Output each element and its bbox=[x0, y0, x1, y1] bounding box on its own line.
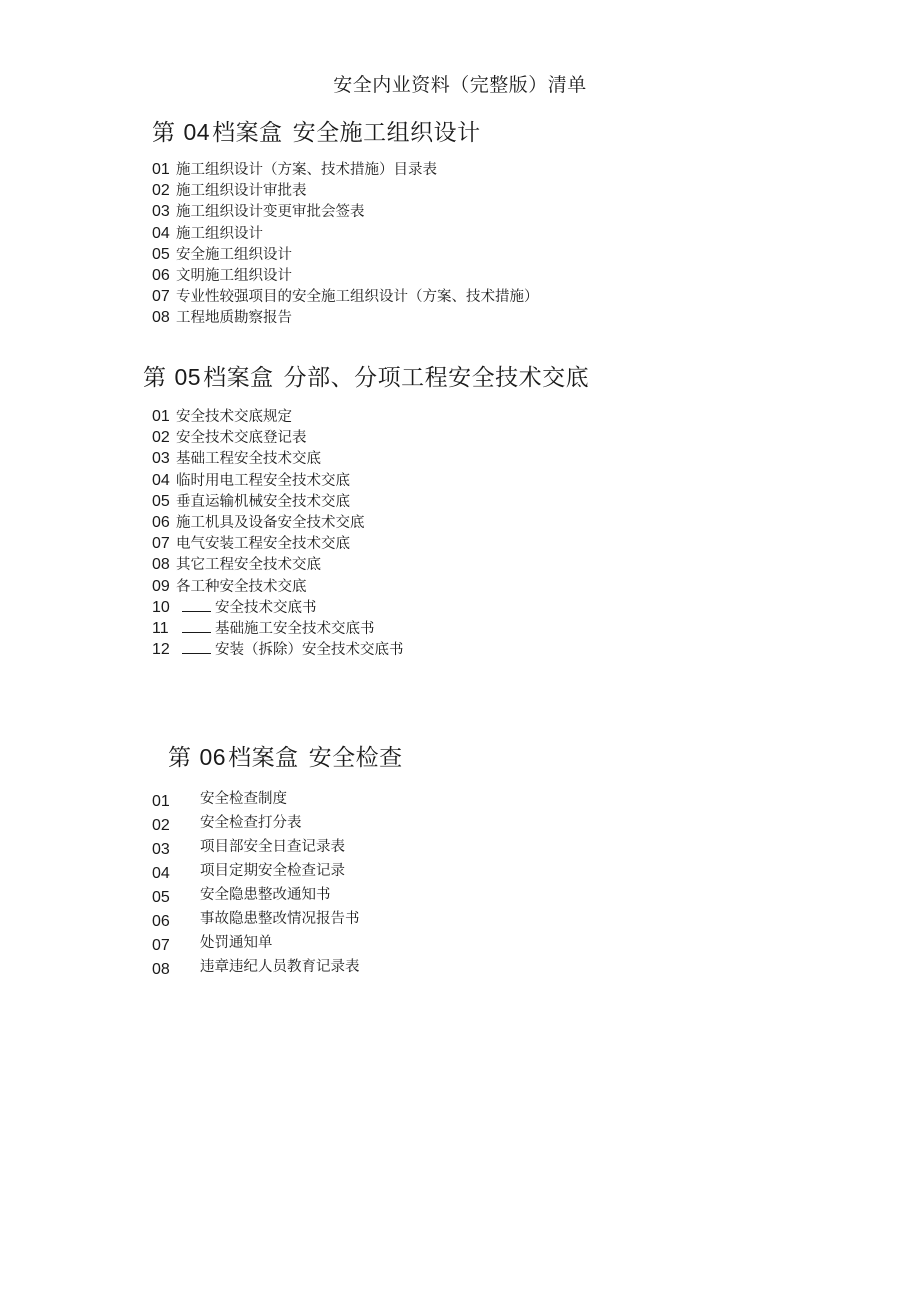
item-code: 06 bbox=[152, 513, 170, 531]
item-text: 各工种安全技术交底 bbox=[176, 578, 307, 595]
item-text: 事故隐患整改情况报告书 bbox=[200, 911, 360, 927]
section-name: 安全检查 bbox=[308, 745, 403, 771]
list-item bbox=[152, 810, 403, 834]
list-item bbox=[152, 834, 403, 858]
section-box-label: 档案盒 bbox=[212, 120, 283, 146]
item-text: 工程地质勘察报告 bbox=[176, 310, 292, 327]
item-code: 09 bbox=[152, 577, 170, 595]
section-number: 05 bbox=[174, 364, 202, 390]
item-code: 05 bbox=[152, 245, 170, 263]
item-code: 11 bbox=[152, 619, 169, 637]
list-item bbox=[152, 597, 589, 618]
list-item bbox=[152, 470, 589, 491]
list-item bbox=[152, 954, 403, 978]
section-name: 安全施工组织设计 bbox=[292, 120, 481, 146]
list-item bbox=[152, 882, 403, 906]
list-item bbox=[152, 618, 589, 639]
item-code: 12 bbox=[152, 641, 170, 659]
list-item bbox=[152, 639, 589, 660]
page-title: 安全内业资料（完整版）清单 bbox=[333, 74, 587, 96]
item-text: 安全隐患整改通知书 bbox=[200, 887, 331, 903]
section-name: 分部、分项工程安全技术交底 bbox=[283, 365, 590, 391]
item-code: 08 bbox=[152, 961, 170, 978]
item-text: 安全技术交底书 bbox=[215, 599, 317, 616]
item-text: 临时用电工程安全技术交底 bbox=[176, 472, 350, 489]
list-item bbox=[152, 512, 589, 533]
item-text: 违章违纪人员教育记录表 bbox=[200, 959, 360, 975]
section-title bbox=[168, 739, 403, 772]
item-code: 04 bbox=[152, 865, 170, 882]
item-text: 文明施工组织设计 bbox=[176, 267, 292, 284]
item-text: 专业性较强项目的安全施工组织设计（方案、技术措施） bbox=[176, 289, 539, 306]
item-code: 03 bbox=[152, 841, 170, 858]
item-code: 03 bbox=[152, 450, 170, 468]
item-text: 安全技术交底登记表 bbox=[176, 430, 307, 447]
item-code: 06 bbox=[152, 913, 170, 930]
section-box-label: 档案盒 bbox=[228, 745, 299, 771]
item-text: 基础工程安全技术交底 bbox=[176, 451, 321, 468]
item-code: 01 bbox=[152, 408, 170, 425]
item-code: 07 bbox=[152, 288, 170, 306]
section-title bbox=[143, 359, 589, 392]
list-item bbox=[152, 223, 539, 244]
item-code: 02 bbox=[152, 429, 170, 447]
item-text: 项目定期安全检查记录 bbox=[200, 863, 345, 879]
item-text: 安装（拆除）安全技术交底书 bbox=[215, 642, 404, 659]
section-archive-box-06 bbox=[152, 739, 403, 978]
list-item bbox=[152, 201, 539, 222]
list-item bbox=[152, 786, 403, 810]
section-title bbox=[152, 114, 539, 147]
list-item bbox=[152, 265, 539, 286]
list-item bbox=[152, 491, 589, 512]
list-item bbox=[152, 427, 589, 448]
item-text: 处罚通知单 bbox=[200, 935, 273, 951]
item-text: 电气安装工程安全技术交底 bbox=[176, 536, 350, 553]
list-item bbox=[152, 180, 539, 201]
list-item bbox=[152, 906, 403, 930]
section-prefix: 第 bbox=[168, 745, 192, 771]
section-archive-box-05 bbox=[143, 359, 589, 660]
section-prefix: 第 bbox=[143, 365, 167, 391]
item-code: 07 bbox=[152, 535, 170, 553]
item-text: 施工组织设计审批表 bbox=[176, 183, 307, 200]
list-item bbox=[152, 576, 589, 597]
section-number: 06 bbox=[199, 744, 227, 770]
item-code: 02 bbox=[152, 182, 170, 200]
list-item bbox=[152, 286, 539, 307]
item-text: 安全检查打分表 bbox=[200, 815, 302, 831]
item-text: 施工组织设计 bbox=[176, 225, 263, 242]
item-code: 03 bbox=[152, 203, 170, 221]
item-code: 05 bbox=[152, 492, 170, 510]
fill-in-blank bbox=[182, 599, 211, 612]
item-list bbox=[152, 406, 589, 660]
item-code: 07 bbox=[152, 937, 170, 954]
item-code: 02 bbox=[152, 817, 170, 834]
item-text: 安全技术交底规定 bbox=[176, 409, 292, 425]
item-code: 01 bbox=[152, 793, 170, 810]
item-code: 10 bbox=[152, 598, 170, 616]
section-number: 04 bbox=[183, 119, 211, 145]
item-text: 项目部安全日查记录表 bbox=[200, 839, 345, 855]
item-code: 06 bbox=[152, 266, 170, 284]
list-item bbox=[152, 406, 589, 427]
item-code: 04 bbox=[152, 471, 170, 489]
list-item bbox=[152, 244, 539, 265]
item-code: 08 bbox=[152, 556, 170, 574]
list-item bbox=[152, 554, 589, 575]
fill-in-blank bbox=[182, 620, 211, 633]
item-list bbox=[152, 786, 403, 978]
item-text: 其它工程安全技术交底 bbox=[176, 557, 321, 574]
item-code: 04 bbox=[152, 224, 170, 242]
list-item bbox=[152, 858, 403, 882]
item-text: 安全施工组织设计 bbox=[176, 246, 292, 263]
item-text: 基础施工安全技术交底书 bbox=[215, 620, 375, 637]
fill-in-blank bbox=[182, 641, 211, 654]
item-text: 垂直运输机械安全技术交底 bbox=[176, 493, 350, 510]
list-item bbox=[152, 307, 539, 328]
list-item bbox=[152, 159, 539, 180]
section-archive-box-04 bbox=[152, 114, 539, 329]
list-item bbox=[152, 930, 403, 954]
section-prefix: 第 bbox=[152, 120, 176, 146]
item-code: 08 bbox=[152, 309, 170, 327]
section-box-label: 档案盒 bbox=[203, 365, 274, 391]
list-item bbox=[152, 533, 589, 554]
item-text: 施工机具及设备安全技术交底 bbox=[176, 514, 365, 531]
item-list bbox=[152, 159, 539, 329]
list-item bbox=[152, 448, 589, 469]
item-text: 施工组织设计变更审批会签表 bbox=[176, 204, 365, 221]
item-text: 安全检查制度 bbox=[200, 791, 287, 807]
item-code: 01 bbox=[152, 161, 170, 178]
item-text: 施工组织设计（方案、技术措施）目录表 bbox=[176, 162, 437, 178]
item-code: 05 bbox=[152, 889, 170, 906]
